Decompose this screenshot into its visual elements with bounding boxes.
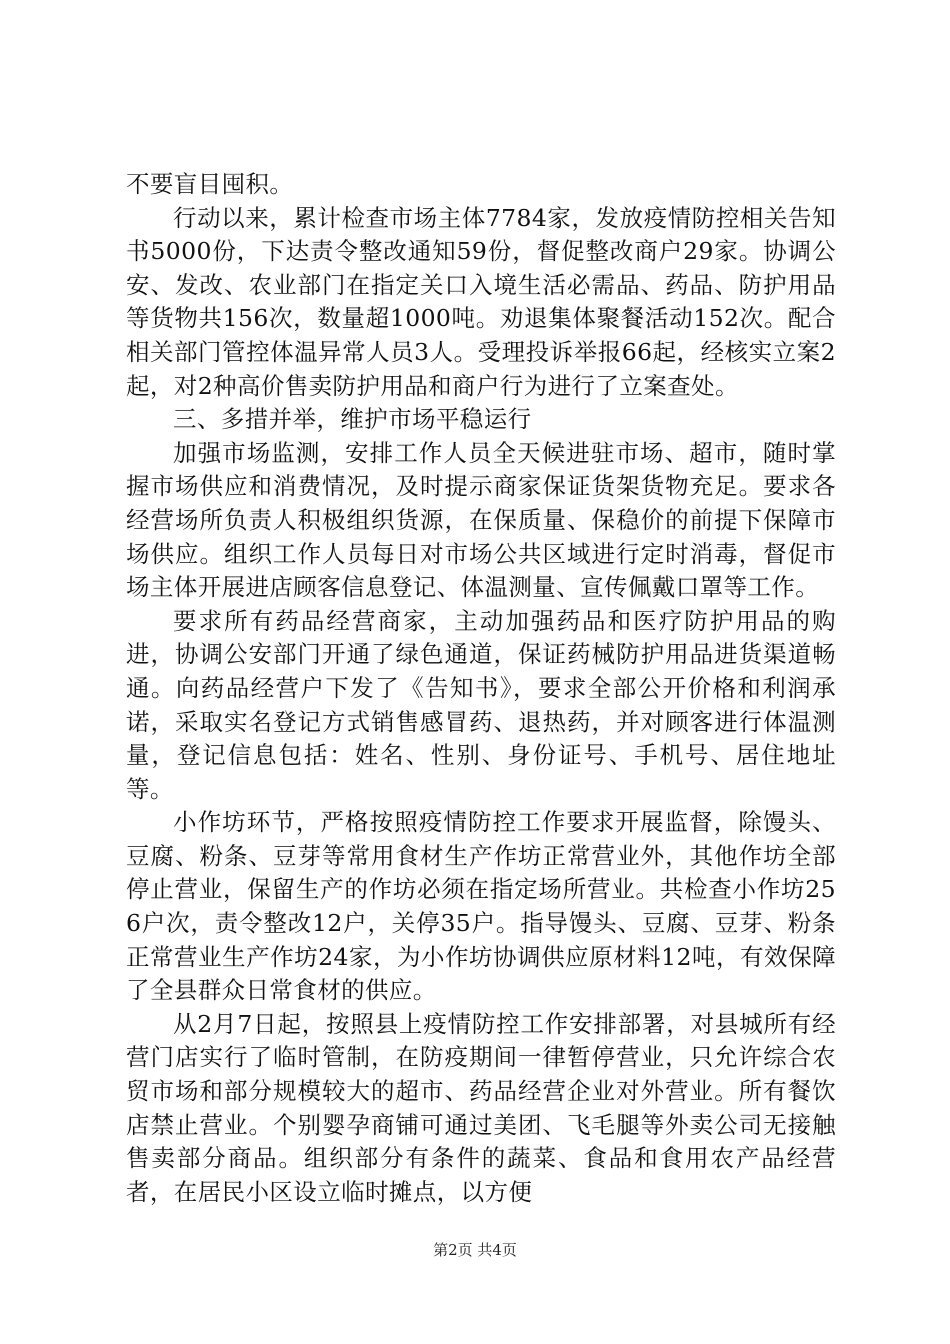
paragraph-small-workshops: 小作坊环节，严格按照疫情防控工作要求开展监督，除馒头、豆腐、粉条、豆芽等常用食材生产作坊正常营业外，其他作坊全部停止营业，保留生产的作坊必须在指定场所营业。共检查小作坊256户次，责令整改12户，关停35户。指导馒头、豆腐、豆芽、粉条正常营业生产作坊24家，为小作坊协调供应原材料12吨，有效保障了全县群众日常食材的供应。 <box>126 808 836 1005</box>
paragraph-pharmacy-requirements: 要求所有药品经营商家，主动加强药品和医疗防护用品的购进，协调公安部门开通了绿色通道，保证药械防护用品进货渠道畅通。向药品经营户下发了《告知书》，要求全部公开价格和利润承诺，采取实名登记方式销售感冒药、退热药，并对顾客进行体温测量，登记信息包括：姓名、性别、身份证号、手机号、居住地址等。 <box>126 606 836 803</box>
page-number-footer: 第2页 共4页 <box>433 1241 517 1259</box>
paragraph-store-control: 从2月7日起，按照县上疫情防控工作安排部署，对县城所有经营门店实行了临时管制，在防疫期间一律暂停营业，只允许综合农贸市场和部分规模较大的超市、药品经营企业对外营业。所有餐饮店禁止营业。个别婴孕商铺可通过美团、飞毛腿等外卖公司无接触售卖部分商品。组织部分有条件的蔬菜、食品和食用农产品经营者，在居民小区设立临时摊点，以方便 <box>126 1009 836 1206</box>
paragraph-continuation: 不要盲目囤积。 <box>126 170 294 198</box>
paragraph-action-summary: 行动以来，累计检查市场主体7784家，发放疫情防控相关告知书5000份，下达责令整改通知59份，督促整改商户29家。协调公安、发改、农业部门在指定关口入境生活必需品、药品、防护用品等货物共156次，数量超1000吨。劝退集体聚餐活动152次。配合相关部门管控体温异常人员3人。受理投诉举报66起，经核实立案2起，对2种高价售卖防护用品和商户行为进行了立案查处。 <box>126 203 836 400</box>
section-heading: 三、多措并举，维护市场平稳运行 <box>173 405 532 434</box>
paragraph-market-monitoring: 加强市场监测，安排工作人员全天候进驻市场、超市，随时掌握市场供应和消费情况，及时提示商家保证货架货物充足。要求各经营场所负责人积极组织货源，在保质量、保稳价的前提下保障市场供应。组织工作人员每日对市场公共区域进行定时消毒，督促市场主体开展进店顾客信息登记、体温测量、宣传佩戴口罩等工作。 <box>126 438 836 602</box>
document-body <box>126 168 836 1209</box>
